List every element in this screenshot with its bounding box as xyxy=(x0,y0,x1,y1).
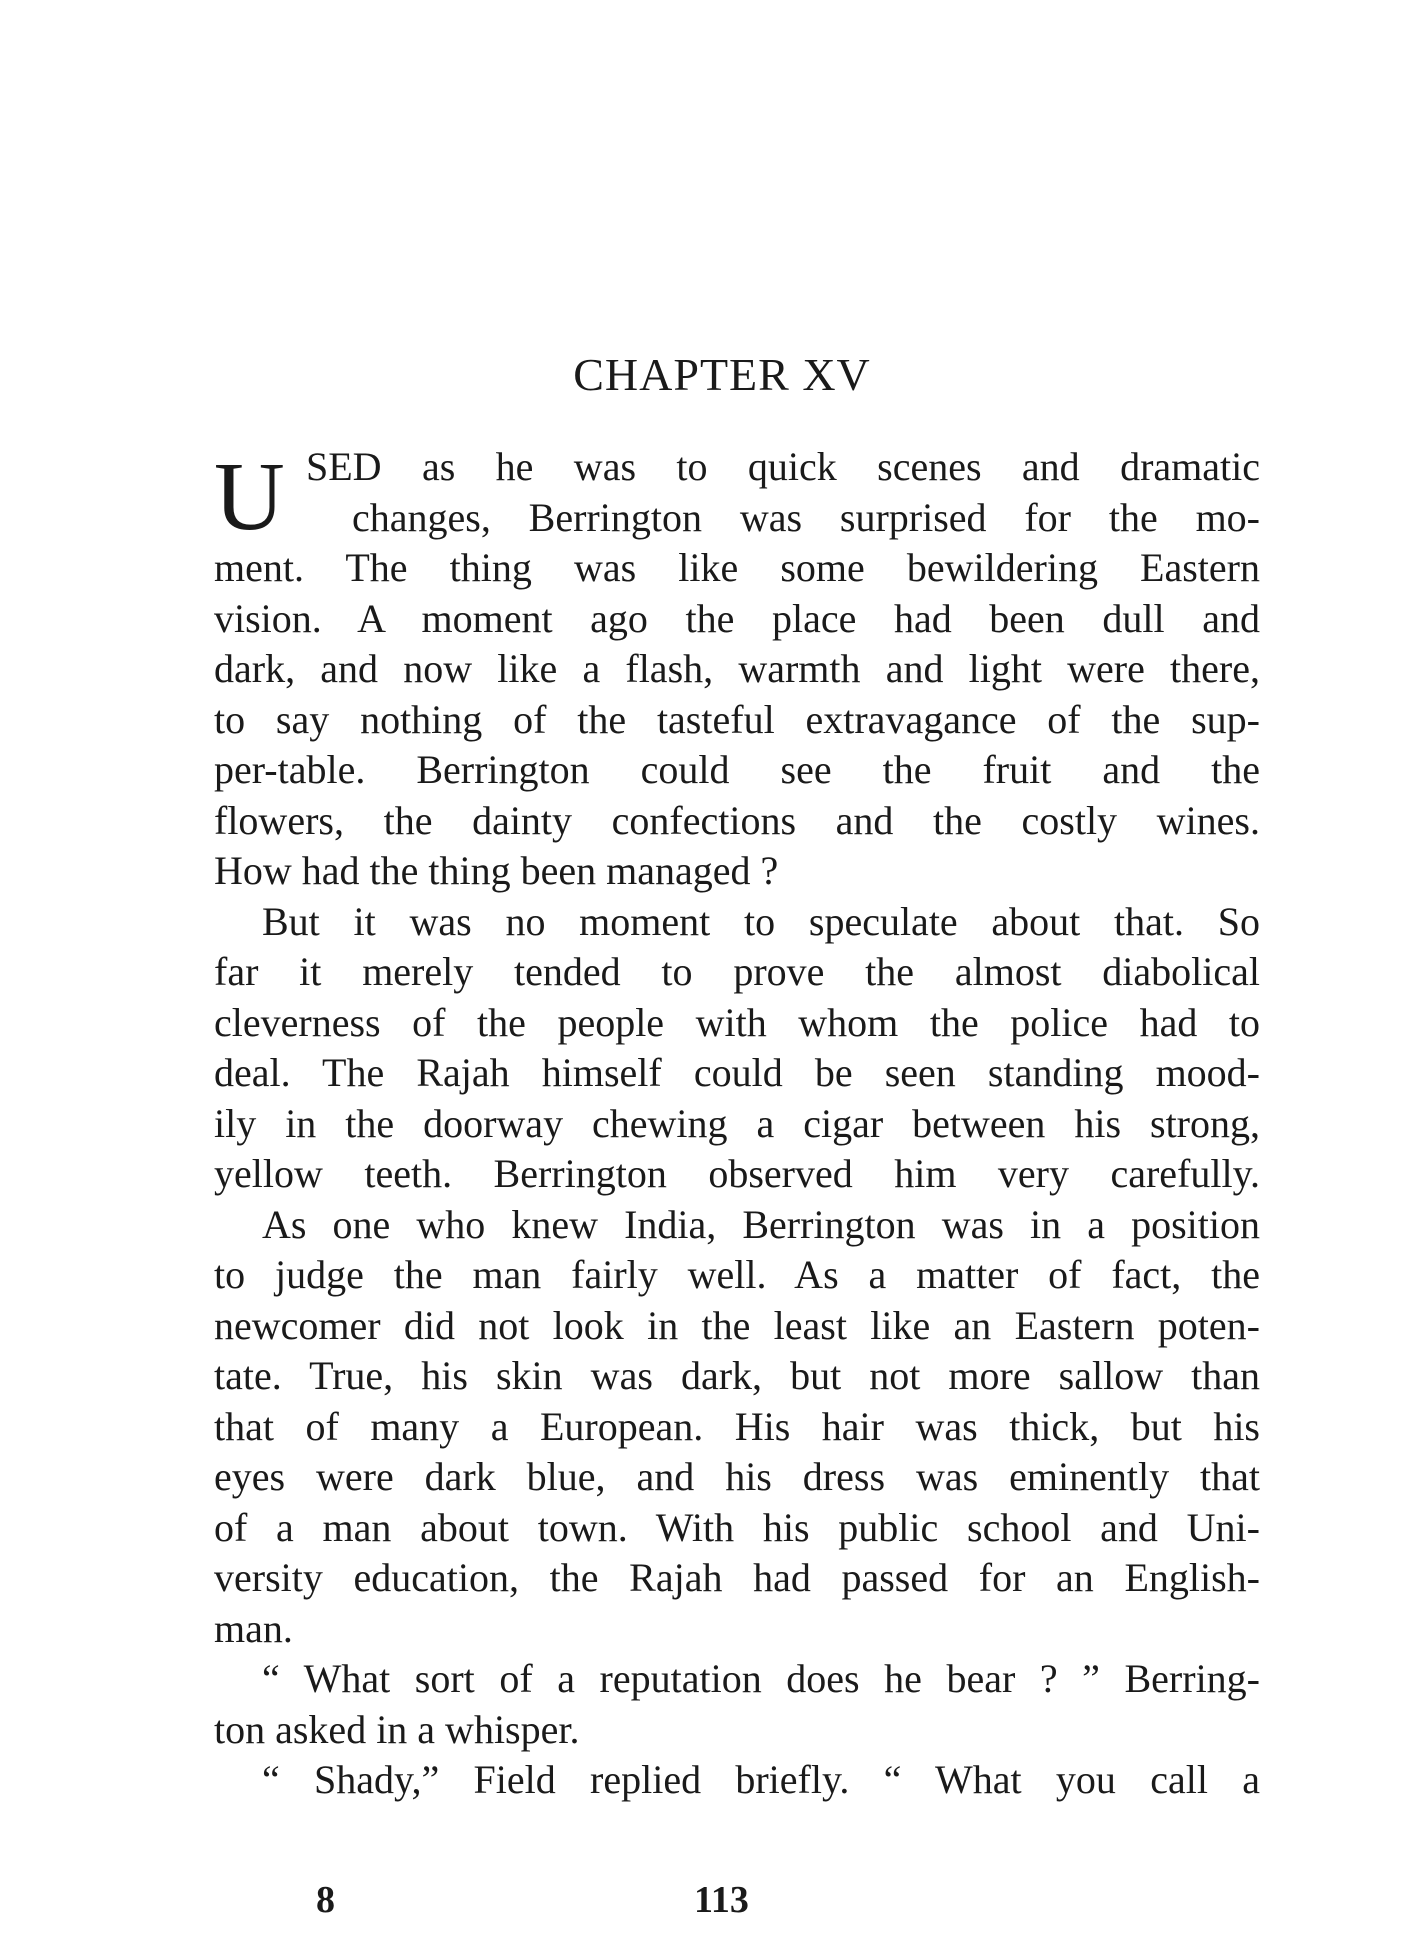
signature-mark: 8 xyxy=(316,1879,335,1921)
text-line: cleverness of the people with whom the police had to xyxy=(214,999,1260,1045)
text-line: “ What sort of a reputation does he bear ? ” Berring- xyxy=(262,1656,1260,1701)
text-line: But it was no moment to speculate about that. So xyxy=(262,898,1260,944)
text-line: ment. The thing was like some bewildering Eastern xyxy=(214,545,1260,590)
text-line: per-table. Berrington could see the fruit and the xyxy=(214,747,1260,792)
text-line: to say nothing of the tasteful extravagance of the sup- xyxy=(214,696,1260,742)
chapter-body xyxy=(214,442,1260,1806)
text-line: eyes were dark blue, and his dress was eminently that xyxy=(214,1454,1260,1499)
text-line: newcomer did not look in the least like an Eastern poten- xyxy=(214,1302,1260,1348)
text-line: man. xyxy=(214,1605,293,1651)
text-line: that of many a European. His hair was thick, but his xyxy=(214,1403,1260,1449)
text-line: far it merely tended to prove the almost diabolical xyxy=(214,949,1260,994)
text-line: deal. The Rajah himself could be seen standing mood- xyxy=(214,1050,1260,1095)
text-line: versity education, the Rajah had passed for an English- xyxy=(214,1555,1260,1600)
page-number: 113 xyxy=(694,1879,749,1921)
text-line: flowers, the dainty confections and the costly wines. xyxy=(214,797,1260,843)
text-line: dark, and now like a flash, warmth and light were there, xyxy=(214,646,1260,691)
text-line: How had the thing been managed ? xyxy=(214,848,779,893)
text-line: of a man about town. With his public school and Uni- xyxy=(214,1504,1260,1550)
text-line: to judge the man fairly well. As a matter of fact, the xyxy=(214,1252,1260,1297)
text-line: ily in the doorway chewing a cigar between his strong, xyxy=(214,1100,1260,1146)
chapter-title: CHAPTER XV xyxy=(573,349,871,400)
text-line: changes, Berrington was surprised for the mo- xyxy=(352,494,1260,540)
text-line: As one who knew India, Berrington was in a position xyxy=(262,1201,1260,1247)
text-line: tate. True, his skin was dark, but not more sallow than xyxy=(214,1353,1260,1398)
text-line: SED as he was to quick scenes and dramatic xyxy=(306,444,1260,489)
text-line: ton asked in a whisper. xyxy=(214,1706,580,1752)
text-line: yellow teeth. Berrington observed him very carefully. xyxy=(214,1151,1260,1196)
text-line: vision. A moment ago the place had been dull and xyxy=(214,595,1260,641)
text-line: “ Shady,” Field replied briefly. “ What you call a xyxy=(262,1757,1260,1802)
drop-cap-letter: U xyxy=(214,443,285,551)
